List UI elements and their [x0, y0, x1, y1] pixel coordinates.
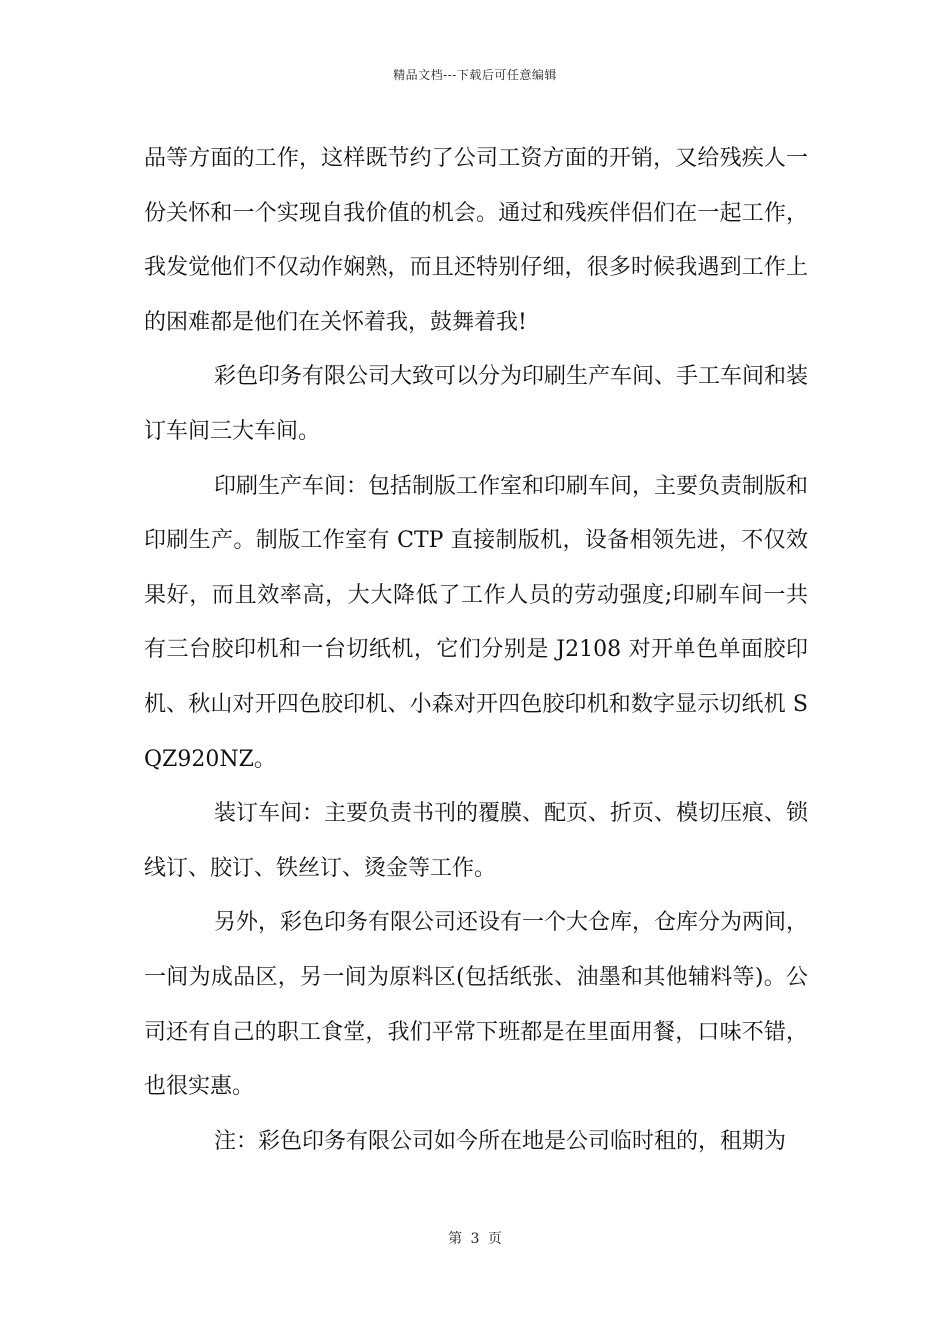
paragraph-note: 注：彩色印务有限公司如今所在地是公司临时租的，租期为: [214, 1128, 787, 1154]
paragraph-binding-workshop: 装订车间：主要负责书刊的覆膜、配页、折页、模切压痕、锁线订、胶订、铁丝订、烫金等工作。: [144, 801, 809, 881]
page-number: 第 3 页: [448, 1231, 502, 1247]
document-body: [144, 132, 808, 1169]
paragraph-workshops-overview: 彩色印务有限公司大致可以分为印刷生产车间、手工车间和装订车间三大车间。: [144, 364, 809, 444]
page-header: 精品文档---下载后可任意编辑: [393, 68, 557, 82]
paragraph-printing-workshop: 印刷生产车间：包括制版工作室和印刷车间，主要负责制版和印刷生产。制版工作室有 CTP 直接制版机，设备相领先进，不仅效果好，而且效率高，大大降低了工作人员的劳动强度;印刷车间一共有三台胶印机和一台切纸机，它们分别是 J2108 对开单色单面胶印机、秋山对开四色胶印机、小森对开四色胶印机和数字显示切纸机 SQZ920NZ。: [144, 473, 809, 772]
paragraph-warehouse: 另外，彩色印务有限公司还设有一个大仓库，仓库分为两间，一间为成品区，另一间为原料区(包括纸张、油墨和其他辅料等)。公司还有自己的职工食堂，我们平常下班都是在里面用餐，口味不错，也很实惠。: [144, 910, 809, 1100]
paragraph-continuation: 品等方面的工作，这样既节约了公司工资方面的开销，又给残疾人一份关怀和一个实现自我价值的机会。通过和残疾伴侣们在一起工作，我发觉他们不仅动作娴熟，而且还特别仔细，很多时候我遇到工作上的困难都是他们在关怀着我，鼓舞着我!: [144, 146, 808, 335]
